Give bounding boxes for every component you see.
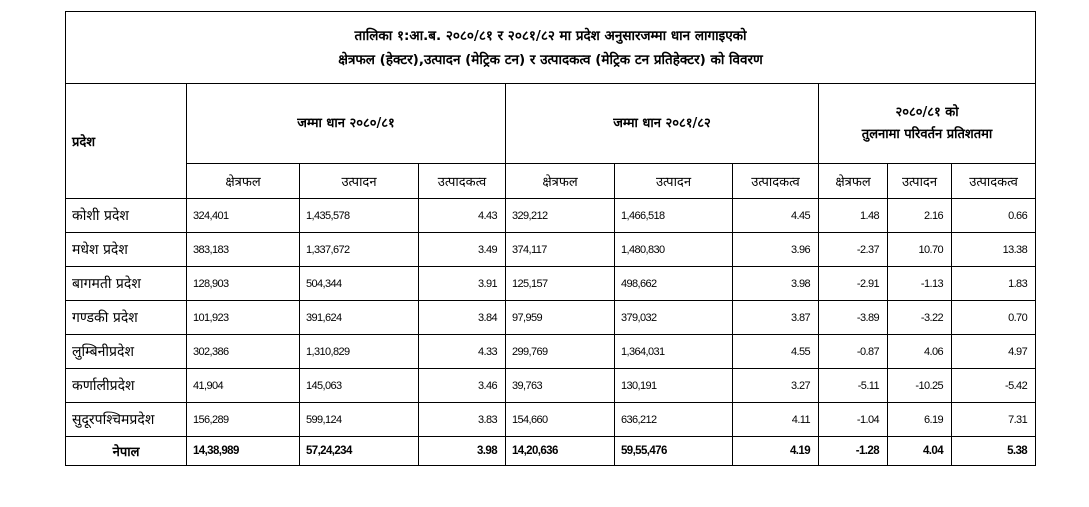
cell-productivity-2080-81: 3.91 bbox=[419, 267, 506, 301]
col-header-production-change: उत्पादन bbox=[888, 164, 952, 199]
cell-area-2081-82: 374,117 bbox=[506, 233, 615, 267]
cell-area-2080-81: 41,904 bbox=[187, 369, 300, 403]
cell-area-2080-81: 383,183 bbox=[187, 233, 300, 267]
province-name: मधेश प्रदेश bbox=[66, 233, 187, 267]
col-header-production-2080-81: उत्पादन bbox=[300, 164, 419, 199]
cell-area-change: -0.87 bbox=[819, 335, 888, 369]
province-name: कर्णालीप्रदेश bbox=[66, 369, 187, 403]
cell-production-2080-81: 145,063 bbox=[300, 369, 419, 403]
col-header-area-2081-82: क्षेत्रफल bbox=[506, 164, 615, 199]
cell-productivity-change: 4.97 bbox=[952, 335, 1036, 369]
cell-production-2080-81: 504,344 bbox=[300, 267, 419, 301]
cell-production-2080-81: 57,24,234 bbox=[300, 437, 419, 466]
cell-production-2081-82: 1,364,031 bbox=[615, 335, 733, 369]
cell-productivity-change: 7.31 bbox=[952, 403, 1036, 437]
cell-productivity-2080-81: 4.43 bbox=[419, 199, 506, 233]
cell-area-2080-81: 14,38,989 bbox=[187, 437, 300, 466]
cell-production-2080-81: 1,435,578 bbox=[300, 199, 419, 233]
change-header-line2: तुलनामा परिवर्तन प्रतिशतमा bbox=[861, 126, 993, 142]
col-header-productivity-change: उत्पादकत्व bbox=[952, 164, 1036, 199]
cell-productivity-2080-81: 3.98 bbox=[419, 437, 506, 466]
cell-productivity-2080-81: 3.83 bbox=[419, 403, 506, 437]
cell-productivity-2080-81: 3.46 bbox=[419, 369, 506, 403]
cell-production-change: 2.16 bbox=[888, 199, 952, 233]
table-row bbox=[66, 369, 1036, 403]
cell-area-2081-82: 329,212 bbox=[506, 199, 615, 233]
cell-area-2081-82: 97,959 bbox=[506, 301, 615, 335]
col-header-area-change: क्षेत्रफल bbox=[819, 164, 888, 199]
cell-production-2081-82: 130,191 bbox=[615, 369, 733, 403]
cell-production-change: 4.04 bbox=[888, 437, 952, 466]
group-header-2080-81: जम्मा धान २०८०/८१ bbox=[187, 84, 506, 164]
province-name: सुदूरपश्चिमप्रदेश bbox=[66, 403, 187, 437]
table-title-line2: क्षेत्रफल (हेक्टर),उत्पादन (मेट्रिक टन) र उत्पादकत्व (मेट्रिक टन प्रतिहेक्टर) को विवरण bbox=[338, 51, 763, 68]
province-name: गण्डकी प्रदेश bbox=[66, 301, 187, 335]
table-title-line1: तालिका १:आ.ब. २०८०/८१ र २०८१/८२ मा प्रदेश अनुसारजम्मा धान लागाइएको bbox=[354, 27, 747, 44]
cell-productivity-2080-81: 4.33 bbox=[419, 335, 506, 369]
table-row bbox=[66, 233, 1036, 267]
cell-productivity-change: -5.42 bbox=[952, 369, 1036, 403]
cell-production-2080-81: 391,624 bbox=[300, 301, 419, 335]
cell-area-2081-82: 154,660 bbox=[506, 403, 615, 437]
province-name: बागमती प्रदेश bbox=[66, 267, 187, 301]
table-row bbox=[66, 335, 1036, 369]
cell-area-change: -5.11 bbox=[819, 369, 888, 403]
cell-area-2081-82: 299,769 bbox=[506, 335, 615, 369]
column-subheader-row bbox=[66, 164, 1036, 199]
col-header-productivity-2081-82: उत्पादकत्व bbox=[733, 164, 819, 199]
cell-production-2081-82: 379,032 bbox=[615, 301, 733, 335]
cell-area-2080-81: 128,903 bbox=[187, 267, 300, 301]
cell-production-2081-82: 59,55,476 bbox=[615, 437, 733, 466]
province-header: प्रदेश bbox=[66, 84, 187, 199]
cell-productivity-2081-82: 4.19 bbox=[733, 437, 819, 466]
cell-production-2081-82: 636,212 bbox=[615, 403, 733, 437]
cell-area-change: -3.89 bbox=[819, 301, 888, 335]
cell-productivity-change: 1.83 bbox=[952, 267, 1036, 301]
cell-production-2080-81: 1,337,672 bbox=[300, 233, 419, 267]
cell-production-change: 4.06 bbox=[888, 335, 952, 369]
cell-production-change: -10.25 bbox=[888, 369, 952, 403]
cell-productivity-2080-81: 3.84 bbox=[419, 301, 506, 335]
cell-production-change: -1.13 bbox=[888, 267, 952, 301]
cell-area-2080-81: 324,401 bbox=[187, 199, 300, 233]
table-row bbox=[66, 403, 1036, 437]
province-name: लुम्बिनीप्रदेश bbox=[66, 335, 187, 369]
cell-production-2080-81: 599,124 bbox=[300, 403, 419, 437]
total-label: नेपाल bbox=[66, 437, 187, 466]
table-row bbox=[66, 267, 1036, 301]
group-header-change-percent bbox=[819, 84, 1036, 164]
cell-area-2081-82: 39,763 bbox=[506, 369, 615, 403]
cell-production-2081-82: 1,466,518 bbox=[615, 199, 733, 233]
table-row bbox=[66, 301, 1036, 335]
table-title bbox=[66, 12, 1036, 84]
cell-area-2080-81: 101,923 bbox=[187, 301, 300, 335]
cell-productivity-2081-82: 4.55 bbox=[733, 335, 819, 369]
cell-production-2080-81: 1,310,829 bbox=[300, 335, 419, 369]
col-header-production-2081-82: उत्पादन bbox=[615, 164, 733, 199]
cell-productivity-2081-82: 3.27 bbox=[733, 369, 819, 403]
cell-productivity-2081-82: 3.96 bbox=[733, 233, 819, 267]
table-row bbox=[66, 199, 1036, 233]
cell-productivity-2081-82: 4.45 bbox=[733, 199, 819, 233]
cell-production-change: 6.19 bbox=[888, 403, 952, 437]
col-header-productivity-2080-81: उत्पादकत्व bbox=[419, 164, 506, 199]
province-name: कोशी प्रदेश bbox=[66, 199, 187, 233]
cell-productivity-2081-82: 4.11 bbox=[733, 403, 819, 437]
change-header-line1: २०८०/८१ को bbox=[895, 104, 959, 120]
cell-area-2081-82: 125,157 bbox=[506, 267, 615, 301]
cell-productivity-2081-82: 3.87 bbox=[733, 301, 819, 335]
cell-production-change: -3.22 bbox=[888, 301, 952, 335]
col-header-area-2080-81: क्षेत्रफल bbox=[187, 164, 300, 199]
cell-productivity-change: 13.38 bbox=[952, 233, 1036, 267]
cell-productivity-2080-81: 3.49 bbox=[419, 233, 506, 267]
cell-productivity-change: 0.66 bbox=[952, 199, 1036, 233]
cell-area-2080-81: 156,289 bbox=[187, 403, 300, 437]
cell-area-change: -2.91 bbox=[819, 267, 888, 301]
total-row bbox=[66, 437, 1036, 466]
cell-area-2081-82: 14,20,636 bbox=[506, 437, 615, 466]
cell-production-2081-82: 498,662 bbox=[615, 267, 733, 301]
cell-area-2080-81: 302,386 bbox=[187, 335, 300, 369]
cell-production-change: 10.70 bbox=[888, 233, 952, 267]
cell-productivity-change: 5.38 bbox=[952, 437, 1036, 466]
cell-productivity-change: 0.70 bbox=[952, 301, 1036, 335]
rice-statistics-table bbox=[65, 11, 1036, 466]
cell-production-2081-82: 1,480,830 bbox=[615, 233, 733, 267]
cell-area-change: -2.37 bbox=[819, 233, 888, 267]
cell-area-change: -1.28 bbox=[819, 437, 888, 466]
cell-area-change: -1.04 bbox=[819, 403, 888, 437]
cell-area-change: 1.48 bbox=[819, 199, 888, 233]
group-header-2081-82: जम्मा धान २०८१/८२ bbox=[506, 84, 819, 164]
cell-productivity-2081-82: 3.98 bbox=[733, 267, 819, 301]
